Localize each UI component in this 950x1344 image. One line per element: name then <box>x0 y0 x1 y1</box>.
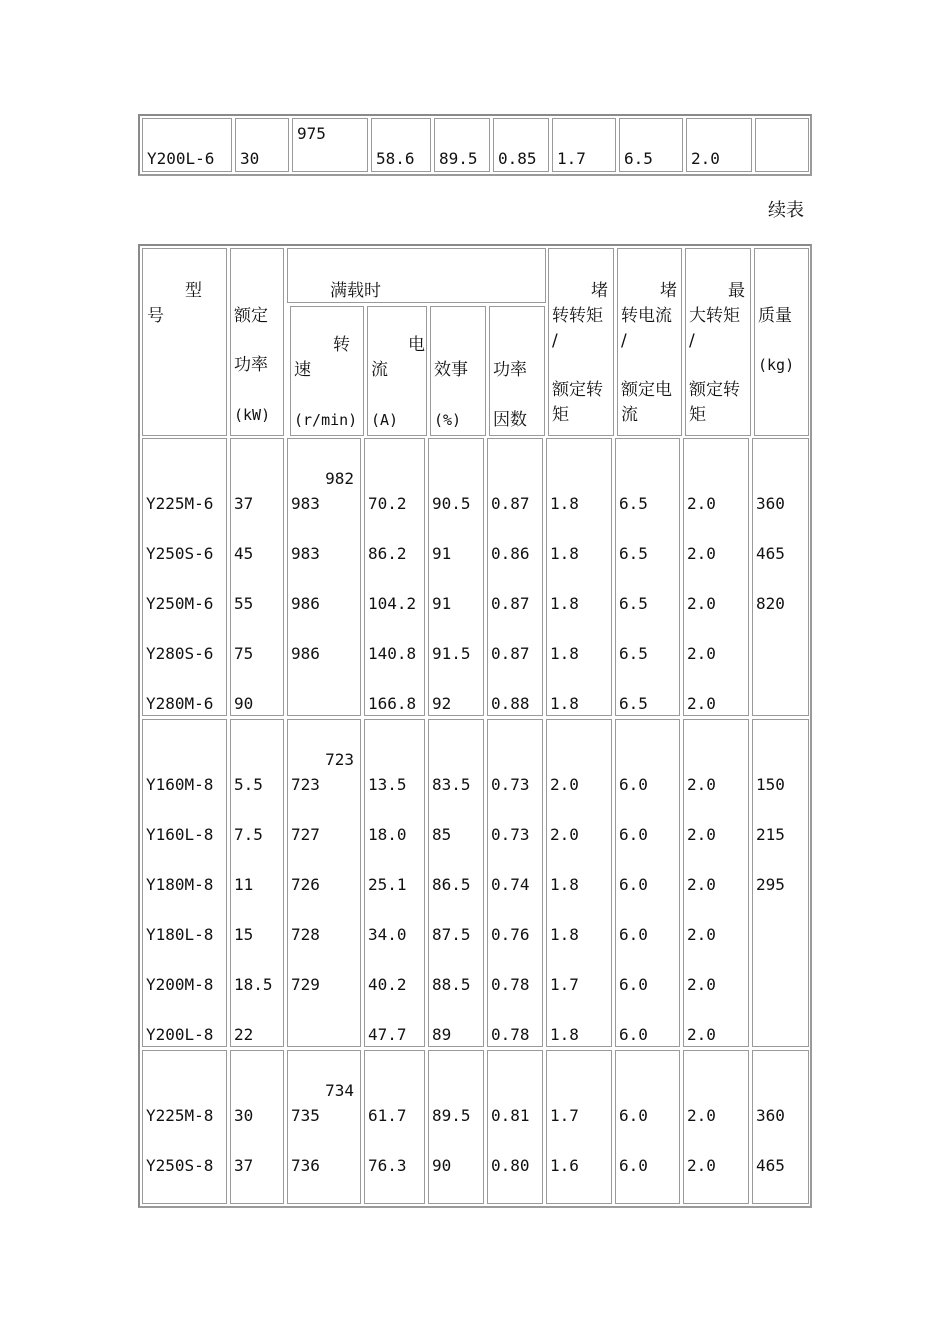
cell-value: 40.2 <box>368 975 407 994</box>
cell-value: 1.8 <box>550 875 579 894</box>
cell-value: 983 <box>291 494 320 513</box>
col-model <box>142 438 227 716</box>
continued-table-top <box>138 114 812 176</box>
cell-value: 0.87 <box>491 594 530 613</box>
cell-value: Y250S-8 <box>146 1156 214 1175</box>
cell-value: Y200M-8 <box>146 975 214 994</box>
continued-table-note: 续表 <box>768 200 804 221</box>
cell-value: 86.5 <box>432 875 471 894</box>
col-max-torque <box>683 719 749 1047</box>
header-current: 电 流 (A) <box>367 306 427 436</box>
header-power: 额定 功率 (kW) <box>230 248 284 436</box>
cell-value: Y200L-8 <box>146 1025 214 1044</box>
col-power-factor <box>487 438 543 716</box>
cell-value: 1.8 <box>550 1025 579 1044</box>
cell-value: 6.5 <box>619 544 648 563</box>
cell-value: 6.0 <box>619 875 648 894</box>
cell-value: 6.5 <box>619 494 648 513</box>
cell-value: 7.5 <box>234 825 263 844</box>
col-current <box>364 1050 425 1204</box>
cell-value: 90.5 <box>432 494 471 513</box>
cell-speed: 975 <box>292 118 368 172</box>
col-speed <box>287 719 361 1047</box>
cell-value: 2.0 <box>687 1025 716 1044</box>
cell-value: 734 <box>325 1081 354 1100</box>
cell-power: 30 <box>235 118 289 172</box>
col-power-factor <box>487 1050 543 1204</box>
cell-value: 5.5 <box>234 775 263 794</box>
cell-stall-current: 6.5 <box>619 118 683 172</box>
cell-value: 735 <box>291 1106 320 1125</box>
cell-value: 215 <box>756 825 785 844</box>
cell-stall-torque: 1.7 <box>552 118 616 172</box>
header-model: 型 号 <box>142 248 227 436</box>
cell-value: 18.5 <box>234 975 273 994</box>
cell-value: 1.8 <box>550 644 579 663</box>
cell-value: 6.0 <box>619 1106 648 1125</box>
cell-value: 6.0 <box>619 1025 648 1044</box>
col-speed <box>287 1050 361 1204</box>
cell-value: 0.87 <box>491 644 530 663</box>
cell-value: 37 <box>234 1156 254 1175</box>
cell-value: 0.81 <box>491 1106 530 1125</box>
cell-value: 1.8 <box>550 594 579 613</box>
cell-value: 86.2 <box>368 544 407 563</box>
col-mass <box>752 438 809 716</box>
cell-eff: 89.5 <box>434 118 490 172</box>
cell-value: 0.76 <box>491 925 530 944</box>
cell-value: 92 <box>432 694 452 713</box>
cell-value: 61.7 <box>368 1106 407 1125</box>
col-speed <box>287 438 361 716</box>
col-current <box>364 719 425 1047</box>
cell-value: 1.8 <box>550 544 579 563</box>
cell-value: 6.0 <box>619 775 648 794</box>
cell-value: 76.3 <box>368 1156 407 1175</box>
cell-value: 150 <box>756 775 785 794</box>
cell-value: 2.0 <box>687 694 716 713</box>
cell-value: 55 <box>234 594 254 613</box>
cell-value: Y280M-6 <box>146 694 214 713</box>
cell-value: 0.88 <box>491 694 530 713</box>
cell-value: 986 <box>291 594 320 613</box>
col-stall-current <box>615 719 680 1047</box>
col-max-torque <box>683 1050 749 1204</box>
cell-value: 89.5 <box>432 1106 471 1125</box>
cell-value: 1.6 <box>550 1156 579 1175</box>
cell-value: 1.7 <box>550 1106 579 1125</box>
cell-value: 18.0 <box>368 825 407 844</box>
col-max-torque <box>683 438 749 716</box>
cell-value: 140.8 <box>368 644 417 663</box>
header-stall-current: 堵 转电流 / 额定电 流 <box>617 248 682 436</box>
cell-value: 723 <box>325 750 354 769</box>
cell-value: 723 <box>291 775 320 794</box>
cell-value: 47.7 <box>368 1025 407 1044</box>
cell-value: 0.78 <box>491 1025 530 1044</box>
cell-value: 75 <box>234 644 254 663</box>
col-stall-current <box>615 1050 680 1204</box>
cell-value: 2.0 <box>687 875 716 894</box>
col-power <box>230 1050 284 1204</box>
cell-value: Y280S-6 <box>146 644 214 663</box>
cell-value: 2.0 <box>687 1156 716 1175</box>
cell-value: 104.2 <box>368 594 417 613</box>
cell-value: 729 <box>291 975 320 994</box>
col-efficiency <box>428 1050 484 1204</box>
cell-value: 2.0 <box>687 925 716 944</box>
cell-value: 6.5 <box>619 594 648 613</box>
cell-value: 91 <box>432 544 452 563</box>
header-mass: 质量 (kg) <box>754 248 809 436</box>
cell-value: Y180M-8 <box>146 875 214 894</box>
cell-value: 0.78 <box>491 975 530 994</box>
cell-value: 166.8 <box>368 694 417 713</box>
cell-value: 89 <box>432 1025 452 1044</box>
header-speed: 转 速 (r/min) <box>290 306 364 436</box>
cell-value: 6.0 <box>619 925 648 944</box>
cell-value: 2.0 <box>687 544 716 563</box>
col-power <box>230 438 284 716</box>
cell-value: 982 <box>325 469 354 488</box>
col-stall-current <box>615 438 680 716</box>
cell-value: 2.0 <box>550 825 579 844</box>
cell-value: 34.0 <box>368 925 407 944</box>
cell-value: 6.5 <box>619 694 648 713</box>
cell-model: Y200L-6 <box>142 118 232 172</box>
cell-value: 90 <box>234 694 254 713</box>
header-max-torque: 最 大转矩 / 额定转 矩 <box>685 248 751 436</box>
cell-value: 6.0 <box>619 975 648 994</box>
cell-value: 6.0 <box>619 825 648 844</box>
col-stall-torque <box>546 719 612 1047</box>
cell-value: 465 <box>756 544 785 563</box>
cell-value: 2.0 <box>687 1106 716 1125</box>
cell-value: 45 <box>234 544 254 563</box>
header-full-load: 满载时 <box>287 248 546 303</box>
col-current <box>364 438 425 716</box>
cell-max-torque: 2.0 <box>686 118 752 172</box>
cell-value: 726 <box>291 875 320 894</box>
header-stall-torque: 堵 转转矩 / 额定转 矩 <box>548 248 614 436</box>
cell-value: 0.73 <box>491 825 530 844</box>
cell-value: 90 <box>432 1156 452 1175</box>
cell-value: 2.0 <box>687 975 716 994</box>
cell-value: 85 <box>432 825 452 844</box>
cell-value: 465 <box>756 1156 785 1175</box>
cell-value: Y225M-8 <box>146 1106 214 1125</box>
cell-value: 91.5 <box>432 644 471 663</box>
cell-value: 83.5 <box>432 775 471 794</box>
cell-value: 1.8 <box>550 925 579 944</box>
cell-value: 986 <box>291 644 320 663</box>
cell-value: 2.0 <box>687 775 716 794</box>
cell-value: 360 <box>756 494 785 513</box>
cell-pf: 0.85 <box>493 118 549 172</box>
cell-value: 0.73 <box>491 775 530 794</box>
cell-value: 1.8 <box>550 694 579 713</box>
col-mass <box>752 719 809 1047</box>
col-stall-torque <box>546 1050 612 1204</box>
cell-value: 2.0 <box>687 825 716 844</box>
cell-value: 983 <box>291 544 320 563</box>
col-efficiency <box>428 719 484 1047</box>
cell-value: 1.7 <box>550 975 579 994</box>
cell-value: 13.5 <box>368 775 407 794</box>
cell-value: 0.80 <box>491 1156 530 1175</box>
cell-value: Y250M-6 <box>146 594 214 613</box>
cell-value: 11 <box>234 875 254 894</box>
cell-value: 2.0 <box>687 644 716 663</box>
cell-value: Y160M-8 <box>146 775 214 794</box>
cell-value: 1.8 <box>550 494 579 513</box>
cell-value: 295 <box>756 875 785 894</box>
cell-value: 360 <box>756 1106 785 1125</box>
cell-value: 87.5 <box>432 925 471 944</box>
cell-value: Y250S-6 <box>146 544 214 563</box>
cell-value: 727 <box>291 825 320 844</box>
header-efficiency: 效事 (%) <box>430 306 486 436</box>
cell-value: 88.5 <box>432 975 471 994</box>
cell-value: 2.0 <box>550 775 579 794</box>
cell-value: 91 <box>432 594 452 613</box>
cell-value: 2.0 <box>687 494 716 513</box>
cell-value: 728 <box>291 925 320 944</box>
col-power-factor <box>487 719 543 1047</box>
cell-value: 0.74 <box>491 875 530 894</box>
cell-value: Y180L-8 <box>146 925 214 944</box>
cell-value: 0.86 <box>491 544 530 563</box>
motor-spec-table <box>138 244 812 1208</box>
col-model <box>142 719 227 1047</box>
col-mass <box>752 1050 809 1204</box>
cell-value: 736 <box>291 1156 320 1175</box>
cell-value: 820 <box>756 594 785 613</box>
cell-value: 25.1 <box>368 875 407 894</box>
cell-value: 6.5 <box>619 644 648 663</box>
cell-value: Y160L-8 <box>146 825 214 844</box>
cell-value: Y225M-6 <box>146 494 214 513</box>
header-power-factor: 功率 因数 <box>489 306 545 436</box>
col-stall-torque <box>546 438 612 716</box>
cell-value: 0.87 <box>491 494 530 513</box>
cell-value: 15 <box>234 925 254 944</box>
cell-value: 2.0 <box>687 594 716 613</box>
cell-value: 22 <box>234 1025 254 1044</box>
cell-mass <box>755 118 809 172</box>
cell-value: 70.2 <box>368 494 407 513</box>
col-model <box>142 1050 227 1204</box>
cell-current: 58.6 <box>371 118 431 172</box>
cell-value: 30 <box>234 1106 254 1125</box>
cell-value: 6.0 <box>619 1156 648 1175</box>
col-power <box>230 719 284 1047</box>
col-efficiency <box>428 438 484 716</box>
cell-value: 37 <box>234 494 254 513</box>
